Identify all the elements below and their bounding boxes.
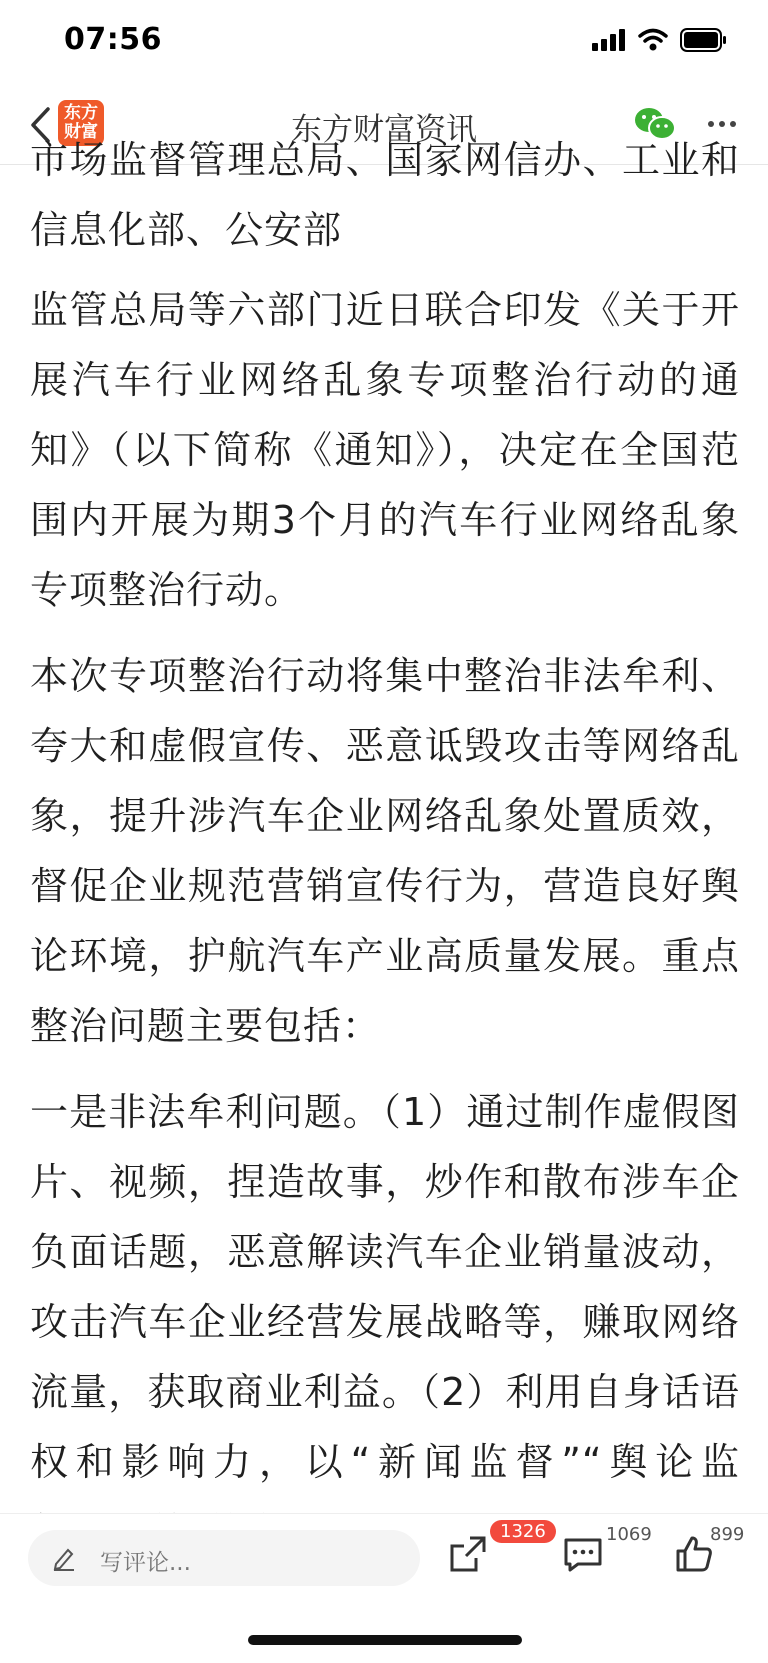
signal-icon (592, 29, 626, 51)
pencil-icon (50, 1544, 78, 1572)
home-indicator (248, 1635, 522, 1645)
comment-count: 1069 (606, 1524, 652, 1545)
status-bar (0, 0, 768, 86)
comment-input[interactable] (28, 1530, 420, 1586)
wifi-icon (638, 29, 668, 51)
comment-button[interactable] (562, 1534, 610, 1582)
like-count: 899 (710, 1524, 745, 1545)
share-count-badge: 1326 (490, 1520, 556, 1543)
page-title: 东方财富资讯 (291, 112, 477, 148)
share-icon (448, 1534, 488, 1574)
status-time: 07:56 (64, 22, 162, 57)
app-logo: 东方 财富 (58, 100, 104, 146)
article-body[interactable] (0, 138, 768, 1515)
bottom-action-bar (0, 1513, 768, 1614)
battery-icon (680, 28, 728, 52)
article-paragraph: 本次专项整治行动将集中整治非法牟利、夸大和虚假宣传、恶意诋毁攻击等网络乱象，提升涉汽车企业网络乱象处置质效，督促企业规范营销宣传行为，营造良好舆论环境，护航汽车产业高质量发展。重点整治问题主要包括： (30, 654, 740, 1048)
article-partial-line: 市场监督管理总局、国家网信办、工业和信息化部、公安部 (30, 138, 740, 252)
article-paragraph: 一是非法牟利问题。（1）通过制作虚假图片、视频，捏造故事，炒作和散布涉车企负面话题，恶意解读汽车企业销量波动，攻击汽车企业经营发展战略等，赚取网络流量，获取商业利益。（2）利用自身话语权和影响力，以“新闻监督”“舆论监 (30, 1090, 740, 1484)
thumbs-up-icon (674, 1534, 714, 1574)
share-button[interactable] (448, 1534, 496, 1582)
comment-placeholder: 写评论... (100, 1550, 191, 1576)
status-icons (592, 28, 728, 52)
comment-icon (562, 1534, 604, 1574)
article-paragraph: 监管总局等六部门近日联合印发《关于开展汽车行业网络乱象专项整治行动的通知》（以下简称《通知》），决定在全国范围内开展为期3个月的汽车行业网络乱象专项整治行动。 (30, 288, 740, 612)
